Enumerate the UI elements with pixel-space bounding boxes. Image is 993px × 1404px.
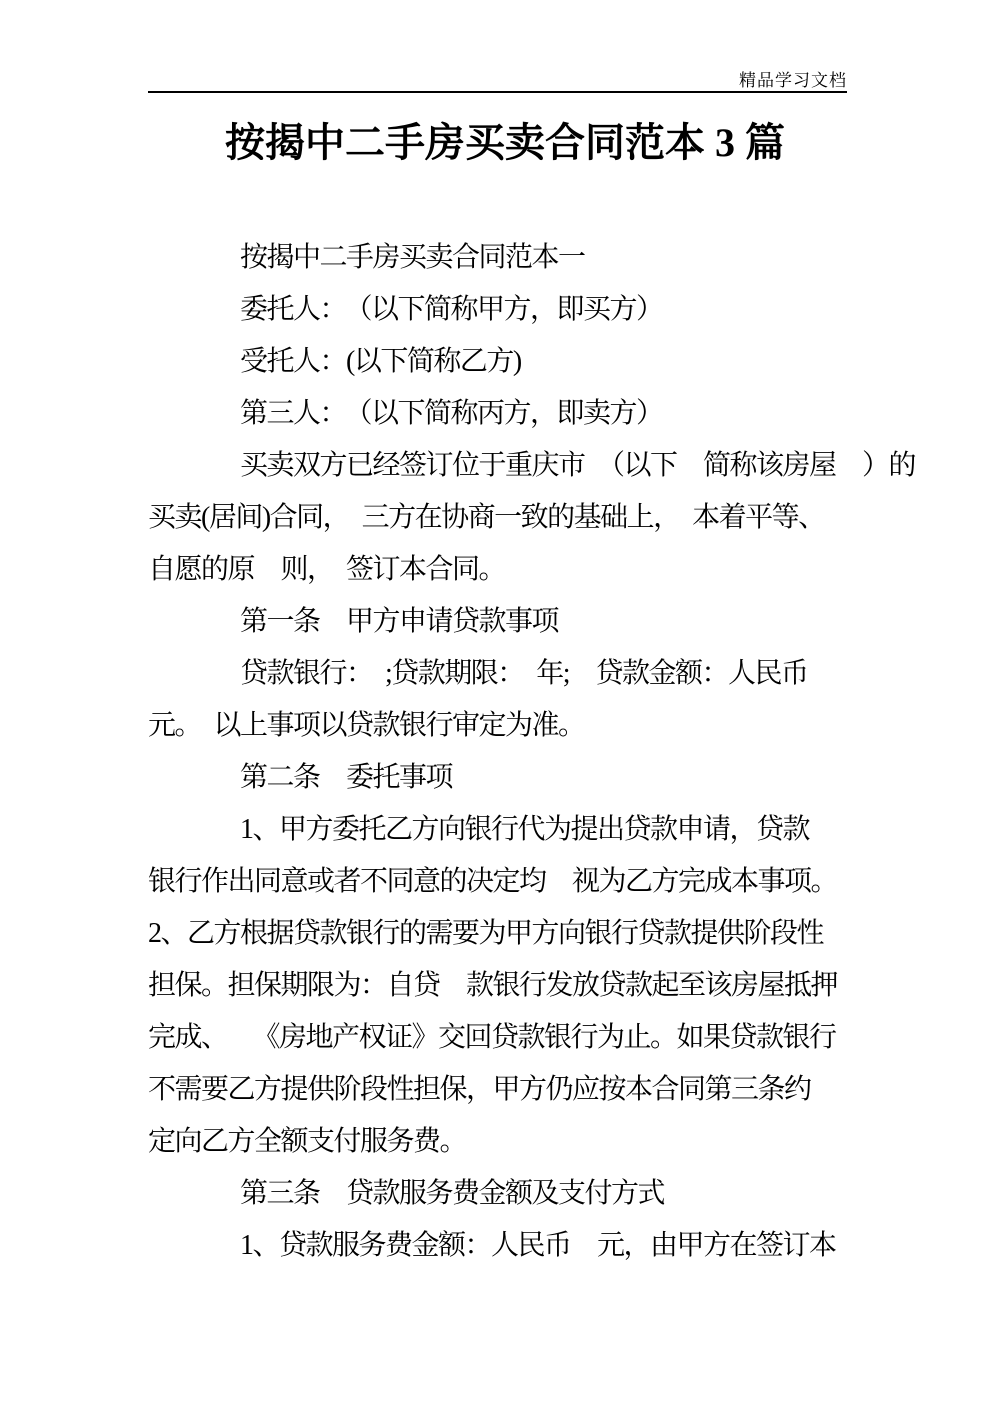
document-line: 定向乙方全额支付服务费。 [148, 1126, 467, 1157]
document-title: 按揭中二手房买卖合同范本 3 篇 [225, 120, 785, 165]
document-body [148, 232, 916, 1272]
document-line: 2、乙方根据贷款银行的需要为甲方向银行贷款提供阶段性 [148, 918, 824, 949]
document-line: 按揭中二手房买卖合同范本一 [240, 242, 585, 273]
document-line: 1、贷款服务费金额：人民币 元，由甲方在签订本 [240, 1230, 836, 1261]
document-line: 担保。担保期限为：自贷 款银行发放贷款起至该房屋抵押 [148, 970, 838, 1001]
document-line: 第三人： （以下简称丙方，即卖方） [240, 398, 663, 429]
document-line: 贷款银行： ;贷款期限： 年; 贷款金额：人民币 [240, 658, 808, 689]
document-line: 第二条 委托事项 [240, 762, 453, 793]
document-line: 1、甲方委托乙方向银行代为提出贷款申请，贷款 [240, 814, 810, 845]
document-line: 委托人： （以下简称甲方，即买方） [240, 294, 663, 325]
document-line: 银行作出同意或者不同意的决定均 视为乙方完成本事项。 [148, 866, 838, 897]
document-line: 元。 以上事项以贷款银行审定为准。 [148, 710, 585, 741]
header-rule [148, 91, 847, 93]
document-line: 买卖双方已经签订位于重庆市 （以下 简称该房屋 ）的 [240, 450, 916, 481]
document-line: 买卖(居间)合同， 三方在协商一致的基础上， 本着平等、 [148, 502, 825, 533]
document-line: 第一条 甲方申请贷款事项 [240, 606, 559, 637]
document-line: 第三条 贷款服务费金额及支付方式 [240, 1178, 665, 1209]
watermark-text: 精品学习文档 [739, 71, 847, 90]
document-line: 受托人：(以下简称乙方) [240, 346, 521, 377]
document-line: 完成、 《房地产权证》交回贷款银行为止。如果贷款银行 [148, 1022, 836, 1053]
document-line: 不需要乙方提供阶段性担保，甲方仍应按本合同第三条约 [148, 1074, 811, 1105]
document-line: 自愿的原 则， 签订本合同。 [148, 554, 506, 585]
